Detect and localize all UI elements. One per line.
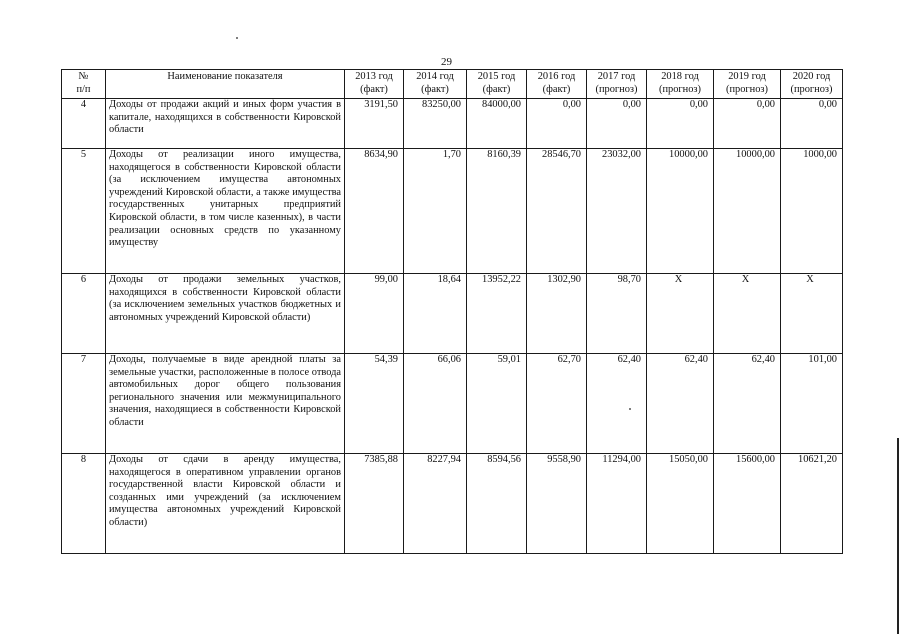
column-header-line1: 2014 год [416, 71, 454, 82]
value-cell: 10000,00 [647, 149, 714, 274]
value-cell: 54,39 [345, 354, 404, 454]
value-cell: 62,70 [527, 354, 587, 454]
value-cell: 0,00 [647, 99, 714, 149]
row-number-cell: 8 [62, 454, 106, 554]
value-cell: 83250,00 [404, 99, 467, 149]
value-cell: 8594,56 [467, 454, 527, 554]
value-cell: 62,40 [714, 354, 781, 454]
column-header-line2: (прогноз) [790, 84, 833, 95]
indicator-name-cell: Доходы, получаемые в виде арендной платы за земельные участки, расположенные в полосе отвода автомобильных дорог общего пользования регионального значения или межмуниципального значения, находящиеся в собственности Кировской области [106, 354, 345, 454]
column-header-line1: 2019 год [728, 71, 766, 82]
column-header-2 [345, 70, 404, 99]
value-cell: 10621,20 [781, 454, 843, 554]
value-cell: 8160,39 [467, 149, 527, 274]
value-cell: 1302,90 [527, 274, 587, 354]
value-cell: 23032,00 [587, 149, 647, 274]
value-cell: 8634,90 [345, 149, 404, 274]
column-header-line2: (прогноз) [726, 84, 768, 95]
column-header-0 [62, 70, 106, 99]
value-cell: 99,00 [345, 274, 404, 354]
column-header-line1: Наименование показателя [167, 71, 283, 82]
column-header-line2: (факт) [482, 84, 511, 95]
scan-speck [236, 37, 238, 39]
value-cell: X [714, 274, 781, 354]
table-header [62, 70, 843, 99]
column-header-line1: 2018 год [661, 71, 699, 82]
value-cell: 59,01 [467, 354, 527, 454]
column-header-line2: (прогноз) [595, 84, 638, 95]
column-header-line1: 2016 год [537, 71, 576, 82]
column-header-9 [781, 70, 843, 99]
value-cell: 0,00 [714, 99, 781, 149]
column-header-4 [467, 70, 527, 99]
column-header-line2: (факт) [360, 84, 388, 95]
page-number: 29 [441, 56, 452, 68]
value-cell: 62,40 [647, 354, 714, 454]
column-header-line1: 2013 год [355, 71, 393, 82]
indicator-name-cell: Доходы от сдачи в аренду имущества, находящегося в оперативном управлении органов государственной власти Кировской области и созданных ими учреждений (за исключением имущества автономных учреждений Кировской области) [106, 454, 345, 554]
column-header-line1: № [78, 71, 89, 82]
column-header-8 [714, 70, 781, 99]
row-number-cell: 5 [62, 149, 106, 274]
value-cell: 84000,00 [467, 99, 527, 149]
value-cell: X [781, 274, 843, 354]
indicator-name-cell: Доходы от продажи акций и иных форм участия в капитале, находящихся в собственности Кировской области [106, 99, 345, 149]
table-body [62, 99, 843, 554]
value-cell: 10000,00 [714, 149, 781, 274]
column-header-line2: п/п [76, 84, 91, 95]
column-header-line2: (факт) [542, 84, 571, 95]
revenue-table [61, 69, 843, 554]
column-header-line1: 2015 год [477, 71, 516, 82]
revenue-table-container [61, 69, 843, 554]
scan-edge-mark [897, 438, 899, 634]
value-cell: 18,64 [404, 274, 467, 354]
column-header-5 [527, 70, 587, 99]
table-row [62, 274, 843, 354]
value-cell: X [647, 274, 714, 354]
row-number-cell: 4 [62, 99, 106, 149]
column-header-3 [404, 70, 467, 99]
value-cell: 101,00 [781, 354, 843, 454]
row-number-cell: 6 [62, 274, 106, 354]
column-header-line2: (прогноз) [659, 84, 701, 95]
value-cell: 0,00 [781, 99, 843, 149]
value-cell: 28546,70 [527, 149, 587, 274]
value-cell: 13952,22 [467, 274, 527, 354]
value-cell: 66,06 [404, 354, 467, 454]
value-cell: 0,00 [587, 99, 647, 149]
value-cell: 1000,00 [781, 149, 843, 274]
value-cell: 9558,90 [527, 454, 587, 554]
table-row [62, 454, 843, 554]
value-cell: 15600,00 [714, 454, 781, 554]
column-header-7 [647, 70, 714, 99]
value-cell: 3191,50 [345, 99, 404, 149]
value-cell: 8227,94 [404, 454, 467, 554]
value-cell: 0,00 [527, 99, 587, 149]
column-header-line2: (факт) [421, 84, 449, 95]
value-cell: 15050,00 [647, 454, 714, 554]
value-cell: 11294,00 [587, 454, 647, 554]
header-row [62, 70, 843, 99]
row-number-cell: 7 [62, 354, 106, 454]
indicator-name-cell: Доходы от реализации иного имущества, находящегося в собственности Кировской области (за исключением имущества автономных учреждений Кировской области, а также имущества государственных унитарных предприятий Кировской области, в том числе казенных), в части реализации основных средств по указанному имуществу [106, 149, 345, 274]
column-header-line1: 2020 год [792, 71, 831, 82]
value-cell: 1,70 [404, 149, 467, 274]
table-row [62, 149, 843, 274]
table-row [62, 354, 843, 454]
scan-speck [629, 408, 631, 410]
column-header-6 [587, 70, 647, 99]
value-cell: 7385,88 [345, 454, 404, 554]
value-cell: 62,40 [587, 354, 647, 454]
column-header-line1: 2017 год [597, 71, 636, 82]
table-row [62, 99, 843, 149]
indicator-name-cell: Доходы от продажи земельных участков, находящихся в собственности Кировской области (за исключением земельных участков бюджетных и автономных учреждений Кировской области) [106, 274, 345, 354]
value-cell: 98,70 [587, 274, 647, 354]
column-header-1 [106, 70, 345, 99]
